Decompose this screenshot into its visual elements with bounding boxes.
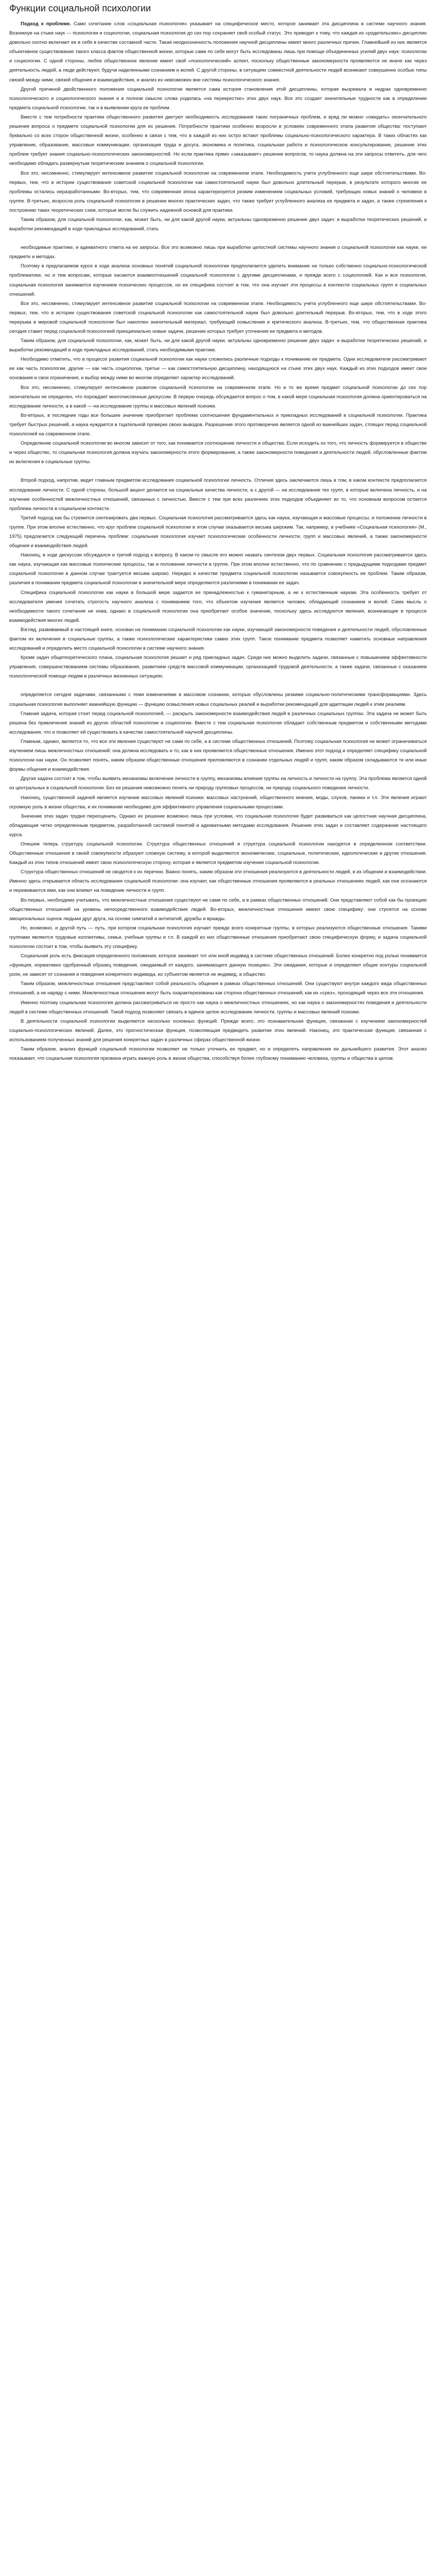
paragraph-1	[9, 19, 427, 84]
lead-phrase: Подход к проблеме.	[21, 21, 72, 26]
paragraph-14: Второй подход, напротив, видит главным предметом исследования социальной психологии личность. Отличия здесь заключаются лишь в том, в каком контексте предполагается исследование личности. С одной стороны, большой акцент делается на социальные качества личности, а с другой — на исследование тех групп, в которые включена личность, и на изучение особенностей межличностных отношений, связанных с личностью. Вместе с тем при всех различиях этих подходов объединяет их то, что основным вопросом остается проблема личности в социальном контексте.	[9, 477, 427, 511]
article	[0, 0, 436, 1073]
page-title: Функции социальной психологии	[9, 3, 151, 13]
paragraph-20: определяется сегодня задачами, связанными с теми изменениями в массовом сознании, которые обусловлены резкими социально-политическими трансформациями. Здесь социальная психология выполняет важнейшую функцию — функцию осмысления новых социальных реалий и выработки рекомендаций для адаптации людей к этим реалиям.	[9, 691, 427, 707]
paragraph-32: Именно поэтому социальная психология должна рассматриваться не просто как наука о межличностных отношениях, но как наука о закономерностях поведения и деятельности людей в системе общественных отношений. Такой подход позволяет связать в единое целое исследование личности, группы и массовых явлений психики.	[9, 999, 427, 1014]
paragraph-9: Таким образом, для социальной психологии, как, может быть, ни для какой другой науки, актуальны одновременно решение двух задач: и выработки теоретических решений, и выработки рекомендаций в ходе прикладных исследований, стать необходимыми практике.	[9, 337, 427, 353]
paragraph-13: Определение социальной психологии во многом зависит от того, как понимается соотношение личности и общества. Если исходить из того, что личность формируется в обществе и через общество, то социальная психология должна изучать закономерности этого формирования, а также закономерности поведения и деятельности людей, обусловленные фактом их включения в социальные группы.	[9, 440, 427, 465]
paragraph-24: Наконец, существенной задачей является изучение массовых явлений психики: массовых настроений, общественного мнения, моды, слухов, паники и т.п. Эти явления играют огромную роль в жизни общества, и их понимание необходимо для эффективного управления социальными процессами.	[9, 794, 427, 809]
paragraph-7: Поэтому в предлагаемом курсе в ходе анализа основных понятий социальной психологии предполагается уделить внимание не только собственно социально-психологической проблематике, но и тем вопросам, которые касаются взаимоотношений социальной психологии с другими дисциплинами, и прежде всего с социологией. Как и вся психология, социальная психология занимается изучением психических процессов, но ее специфика состоит в том, что она изучает эти процессы в контексте социальных групп и социальных отношений.	[9, 263, 427, 297]
paragraph-6: необходимые практике, и адекватного ответа на ее запросы. Все это возможно лишь при выработке целостной системы научного знания о социальной психологии как науке, ее предмете и методах.	[9, 244, 427, 260]
paragraph-27: Структура общественных отношений не сводится к их перечню. Важно понять, каким образом эти отношения реализуются в деятельности людей, в их общении и взаимодействии. Именно здесь открывается область исследования социальной психологии: она изучает, как общественные отношения проявляются в реальных отношениях людей, как они осознаются и переживаются ими, как они влияют на поведение личности и групп.	[9, 869, 427, 893]
paragraph-8: Все это, несомненно, стимулирует интенсивное развитие социальной психологии на современном этапе. Необходимость учета углубленного еще шире обстоятельствами. Во-первых, тем, что в истории существования советской социальной психологии как самостоятельной науки был довольно длительный перерыв. Во-вторых, тем, что в ходе этого перерыва в мировой социальной психологии был накоплен значительный материал, требующий осмысления и критического анализа. В-третьих, тем, что общественная практика сегодня ставит перед социальной психологией принципиально новые задачи, решение которых требует уточнения ее предмета и методов.	[9, 300, 427, 334]
paragraph-30: Социальная роль есть фиксация определенного положения, которое занимает тот или иной индивид в системе общественных отношений. Более конкретно под ролью понимается «функция, нормативно одобренный образец поведения, ожидаемый от каждого, занимающего данную позицию». Эти ожидания, которые и определяют общие контуры социальной роли, не зависят от сознания и поведения конкретного индивида, их субъектом является не индивид, а общество.	[9, 953, 427, 977]
paragraph-15: Третий подход как бы стремится синтезировать два первых. Социальная психология рассматривается здесь как наука, изучающая и массовые процессы, и положение личности в группе. При этом вполне естественно, что круг проблем социальной психологии в этом случае оказывается весьма широким. Так, например, в учебнике «Социальная психология» (М., 1975) предлагается следующий перечень проблем: социальная психология изучает психологические особенности личности, групп и массовых явлений, а также закономерности общения и взаимодействия людей.	[9, 514, 427, 549]
paragraph-10: Необходимо отметить, что в процессе развития социальной психологии как науки сложились различные подходы к пониманию ее предмета. Одни исследователи рассматривают ее как часть психологии, другие — как часть социологии, третьи — как самостоятельную дисциплину, находящуюся на стыке этих двух наук. Каждый из этих подходов имеет свои основания и свои ограничения, и выбор между ними во многом определяет характер исследований.	[9, 356, 427, 381]
paragraph-16: Наконец, в ходе дискуссии обсуждался и третий подход к вопросу. В каком-то смысле его можно назвать синтезом двух первых. Социальная психология рассматривается здесь как наука, изучающая как массовые психические процессы, так и положение личности в группе. При этом вполне естественно, что по сравнению с предыдущими подходами предмет социальной психологии в данном случае трактуется весьма широко. Нередко в качестве предмета социальной психологии называется совокупность ее проблем. Таким образом, различия в понимании предмета социальной психологии в значительной мере определяются различиями в понимании ее задач.	[9, 552, 427, 586]
paragraph-29: Но, возможно, и другой путь — путь, при котором социальная психология изучает прежде всего конкретные группы, в которых реализуются общественные отношения. Такими группами являются трудовые коллективы, семьи, учебные группы и т.п. В каждой из них общественные отношения приобретают свою специфическую форму, и задача социальной психологии состоит в том, чтобы выявить эту специфику.	[9, 924, 427, 949]
paragraph-21: Главная задача, которая стоит перед социальной психологией, — раскрыть закономерности взаимодействия людей в различных социальных группах. Эта задача не может быть решена без привлечения знаний из других областей психологии и социологии. Вместе с тем социальная психология обладает собственным предметом и собственными методами исследования, что и позволяет ей существовать в качестве самостоятельной научной дисциплины.	[9, 710, 427, 735]
paragraph-34: Таким образом, анализ функций социальной психологии позволяет не только уточнить ее предмет, но и определить направления ее дальнейшего развития. Этот анализ показывает, что социальная психология призвана играть важную роль в жизни общества, способствуя более глубокому пониманию человека, группы и общества в целом.	[9, 1046, 427, 1061]
paragraph-4: Все это, несомненно, стимулирует интенсивное развитие социальной психологии на современном этапе. Необходимость учета углубленного еще шире обстоятельствами. Во-первых, тем, что в истории существования советской социальной психологии как самостоятельной науки был довольно длительный перерыв, в результате которого многие ее проблемы остались неразработанными. Во-вторых, тем, что современная эпоха характеризуется резким изменением социальных условий, требующих новых знаний о человеке в группе. В-третьих, возросла роль социальной психологии в решении многих практических задач, что также требует углубленного анализа ее предмета и задач, а также стремления к построению таких теоретических схем, которые могли бы служить надежной основой для практики.	[9, 170, 427, 213]
paragraph-12: Во-вторых, в последние годы все большее значение приобретает проблема соотношения фундаментальных и прикладных исследований в социальной психологии. Практика требует быстрых решений, а наука нуждается в тщательной проверке своих выводов. Разрешение этого противоречия является одной из важнейших задач, стоящих перед социальной психологией на современном этапе.	[9, 412, 427, 437]
paragraph-26: Опишем теперь структуру социальной психологии. Структура общественных отношений и структура социальной психологии находятся в определенном соответствии. Общественные отношения в своей совокупности образуют сложную систему, в которой выделяются экономические, социальные, политические, идеологические и другие отношения. Каждый из этих типов отношений имеет свою психологическую сторону, которая и является предметом изучения социальной психологии.	[9, 840, 427, 866]
paragraph-3: Вместе с тем потребности практики общественного развития диктуют необходимость исследования таких пограничных проблем, и вряд ли можно «ожидать» окончательного решения вопроса о предмете социальной психологии для их решения. Потребности практики особенно возросли в условиях современного этапа развития общества: поступают буквально со всех сторон общественной жизни, особенно в связи с тем, что в каждой из них остро встают проблемы социально-психологического характера. В таких областях как управление, образование, массовые коммуникации, организация труда и досуга, экономика и политика, социальная работа и психологическое консультирование, решение этих проблем требует знания социально-психологических закономерностей. Но если практика прямо «заказывает» решение вопросов, то наука должна на эти запросы ответить, для чего необходимо обладать развернутым теоретическим знанием о социальной психологии.	[9, 113, 427, 166]
paragraph-19: Кроме задач общетеоретического плана, социальная психология решает и ряд прикладных задач. Среди них можно выделить задачи, связанные с повышением эффективности управления, совершенствованием системы образования, развитием средств массовой коммуникации, организацией трудовой деятельности, а также задачи, связанные с оказанием психологической помощи людям в различных жизненных ситуациях.	[9, 654, 427, 679]
paragraph-25: Значение этих задач трудно переоценить. Однако их решение возможно лишь при условии, что социальная психология будет развиваться как целостная научная дисциплина, обладающая четко определенным предметом, разработанной системой понятий и адекватными методами исследования. Решение этих задач и составляет содержание настоящего курса.	[9, 812, 427, 837]
paragraph-23: Другая задача состоит в том, чтобы выявить механизмы включения личности в группу, механизмы влияния группы на личность и личности на группу. Эта проблема является одной из центральных в социальной психологии. Без ее решения невозможно понять ни природу групповых процессов, ни природу социального поведения личности.	[9, 775, 427, 791]
paragraph-text: Само сочетание слов «социальная психология» указывает на специфическое место, которое занимает эта дисциплина в системе научного знания. Возникнув на стыке наук — психологии и социологии, социальная психология до сих пор сохраняет свой особый статус. Это приводит к тому, что каждая из «родительских» дисциплин довольно охотно включает ее в себя в качестве составной части. Такая неоднозначность положения научной дисциплины имеет много различных причин. Главнейшей из них является объективное существование такого класса фактов общественной жизни, которые сами по себе могут быть исследованы лишь при помощи объединенных усилий двух наук: психологии и социологии. С одной стороны, любое общественное явление имеет свой «психологический» аспект, поскольку общественные закономерности проявляются не иначе как через деятельность людей, а люди действуют, будучи наделенными сознанием и волей. С другой стороны, в ситуациях совместной деятельности людей возникают совершенно особые типы связей между ними, связей общения и взаимодействия, и анализ их невозможен вне системы психологического знания.	[9, 21, 427, 82]
paragraph-2: Другой причиной двойственного положения социальной психологии является сама история становления этой дисциплины, которая вызревала в недрах одновременно психологического и социологического знания и в полном смысле слова родилась «на перекрестке» этих двух наук. Все это создает значительные трудности как в определении предмета социальной психологии, так и в выявлении круга ее проблем.	[9, 86, 427, 110]
paragraph-31: Таким образом, межличностные отношения представляют собой реальность общения в рамках общественных отношений. Они существуют внутри каждого вида общественных отношений, а не наряду с ними. Межличностные отношения могут быть охарактеризованы как сторона общественных отношений, как их «срез», проходящий через все эти отношения.	[9, 980, 427, 996]
paragraph-11: Все это, несомненно, стимулирует интенсивное развитие социальной психологии на современном этапе. Но в то же время предмет социальной психологии до сих пор окончательно не определен, что порождает многочисленные дискуссии. В первую очередь обсуждается вопрос о том, в какой мере социальная психология должна ориентироваться на исследование личности, а в какой — на исследование группы и массовых явлений психики.	[9, 384, 427, 409]
paragraph-17: Специфика социальной психологии как науки в большой мере задается ее принадлежностью к гуманитарным, а не к естественным наукам. Эта особенность требует от исследователя умения сочетать строгость научного анализа с пониманием того, что объектом изучения является человек, обладающий сознанием и волей. Сама мысль о необходимости такого сочетания не нова, однако в социальной психологии она приобретает особое значение, поскольку здесь исследуются явления, возникающие в процессе взаимодействия многих людей.	[9, 589, 427, 623]
paragraph-22: Главным, однако, является то, что все эти явления существуют не сами по себе, а в системе общественных отношений. Поэтому социальная психология не может ограничиваться изучением лишь межличностных отношений: она должна исследовать и то, как в них проявляются общественные отношения. Именно этот подход и определяет специфику социальной психологии как науки. Он позволяет понять, каким образом общественные отношения преломляются в сознании отдельных людей и групп, каким образом складываются те или иные формы общения и взаимодействия.	[9, 738, 427, 772]
paragraph-28: Во-первых, необходимо учитывать, что межличностные отношения существуют не сами по себе, а в рамках общественных отношений. Они представляют собой как бы проекцию общественных отношений на уровень непосредственного взаимодействия людей. Во-вторых, межличностные отношения имеют свою специфику: они строятся на основе эмоциональных оценок людьми друг друга, на основе симпатий и антипатий, дружбы и вражды.	[9, 896, 427, 921]
paragraph-18: Взгляд, развиваемый в настоящей книге, основан на понимании социальной психологии как науки, изучающей закономерности поведения и деятельности людей, обусловленные фактом их включения в социальные группы, а также психологические характеристики самих этих групп. Такое понимание предмета позволяет наметить основные направления исследований и определить место социальной психологии в системе научного знания.	[9, 626, 427, 651]
paragraph-5: Таким образом, для социальной психологии, как, может быть, ни для какой другой науки, актуальны одновременно решение двух задач: и выработки теоретических решений, и выработки рекомендаций в ходе прикладных исследований, стать	[9, 216, 427, 232]
article-body	[9, 19, 427, 1063]
paragraph-33: В деятельности социальной психологии выделяется несколько основных функций. Прежде всего, это познавательная функция, связанная с изучением закономерностей социально-психологических явлений. Далее, это прогностическая функция, позволяющая предвидеть развитие этих явлений. Наконец, это практическая функция, связанная с использованием полученных знаний для решения конкретных задач в различных сферах общественной жизни.	[9, 1018, 427, 1042]
